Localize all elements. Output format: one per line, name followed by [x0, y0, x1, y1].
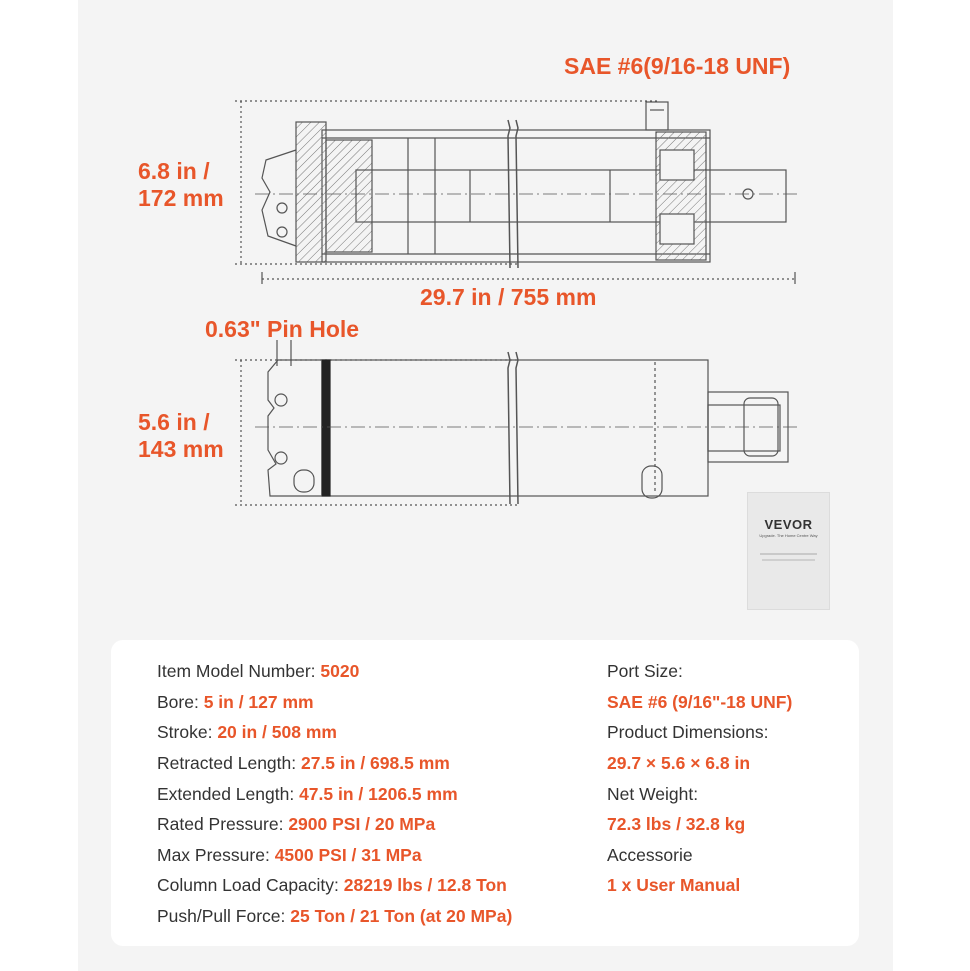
spec-label-port-size: Port Size:: [607, 661, 683, 681]
pin-hole-label: 0.63" Pin Hole: [205, 316, 360, 342]
manual-brand: VEVOR: [764, 517, 813, 532]
spec-row-extended: Extended Length: 47.5 in / 1206.5 mm: [157, 784, 458, 804]
specifications-card: [111, 640, 859, 946]
height-bottom-line1: 5.6 in /: [138, 409, 210, 435]
spec-value-accessorie: 1 x User Manual: [607, 875, 741, 895]
spec-label-dimensions: Product Dimensions:: [607, 722, 769, 742]
spec-value-weight: 72.3 lbs / 32.8 kg: [607, 814, 746, 834]
port-size-label: SAE #6(9/16-18 UNF): [564, 53, 791, 79]
manual-text-line: [762, 559, 815, 561]
spec-row-push-pull: Push/Pull Force: 25 Ton / 21 Ton (at 20 MPa): [157, 906, 513, 926]
spec-value-dimensions: 29.7 × 5.6 × 6.8 in: [607, 753, 751, 773]
length-label: 29.7 in / 755 mm: [420, 284, 597, 310]
manual-text-line: [760, 553, 817, 555]
spec-label-weight: Net Weight:: [607, 784, 699, 804]
spec-row-column-load: Column Load Capacity: 28219 lbs / 12.8 Ton: [157, 875, 507, 895]
spec-row-model: Item Model Number: 5020: [157, 661, 360, 681]
spec-row-stroke: Stroke: 20 in / 508 mm: [157, 722, 337, 742]
spec-row-retracted: Retracted Length: 27.5 in / 698.5 mm: [157, 753, 450, 773]
height-top-line2: 172 mm: [138, 185, 224, 211]
user-manual-image: [747, 492, 830, 610]
spec-row-bore: Bore: 5 in / 127 mm: [157, 692, 314, 712]
spec-row-max-pressure: Max Pressure: 4500 PSI / 31 MPa: [157, 845, 422, 865]
height-bottom-line2: 143 mm: [138, 436, 224, 462]
spec-row-rated-pressure: Rated Pressure: 2900 PSI / 20 MPa: [157, 814, 436, 834]
spec-label-accessorie: Accessorie: [607, 845, 693, 865]
spec-value-port-size: SAE #6 (9/16"-18 UNF): [607, 692, 793, 712]
manual-tagline: Upgrade. The Home Centre Way: [759, 533, 818, 538]
height-top-line1: 6.8 in /: [138, 158, 210, 184]
